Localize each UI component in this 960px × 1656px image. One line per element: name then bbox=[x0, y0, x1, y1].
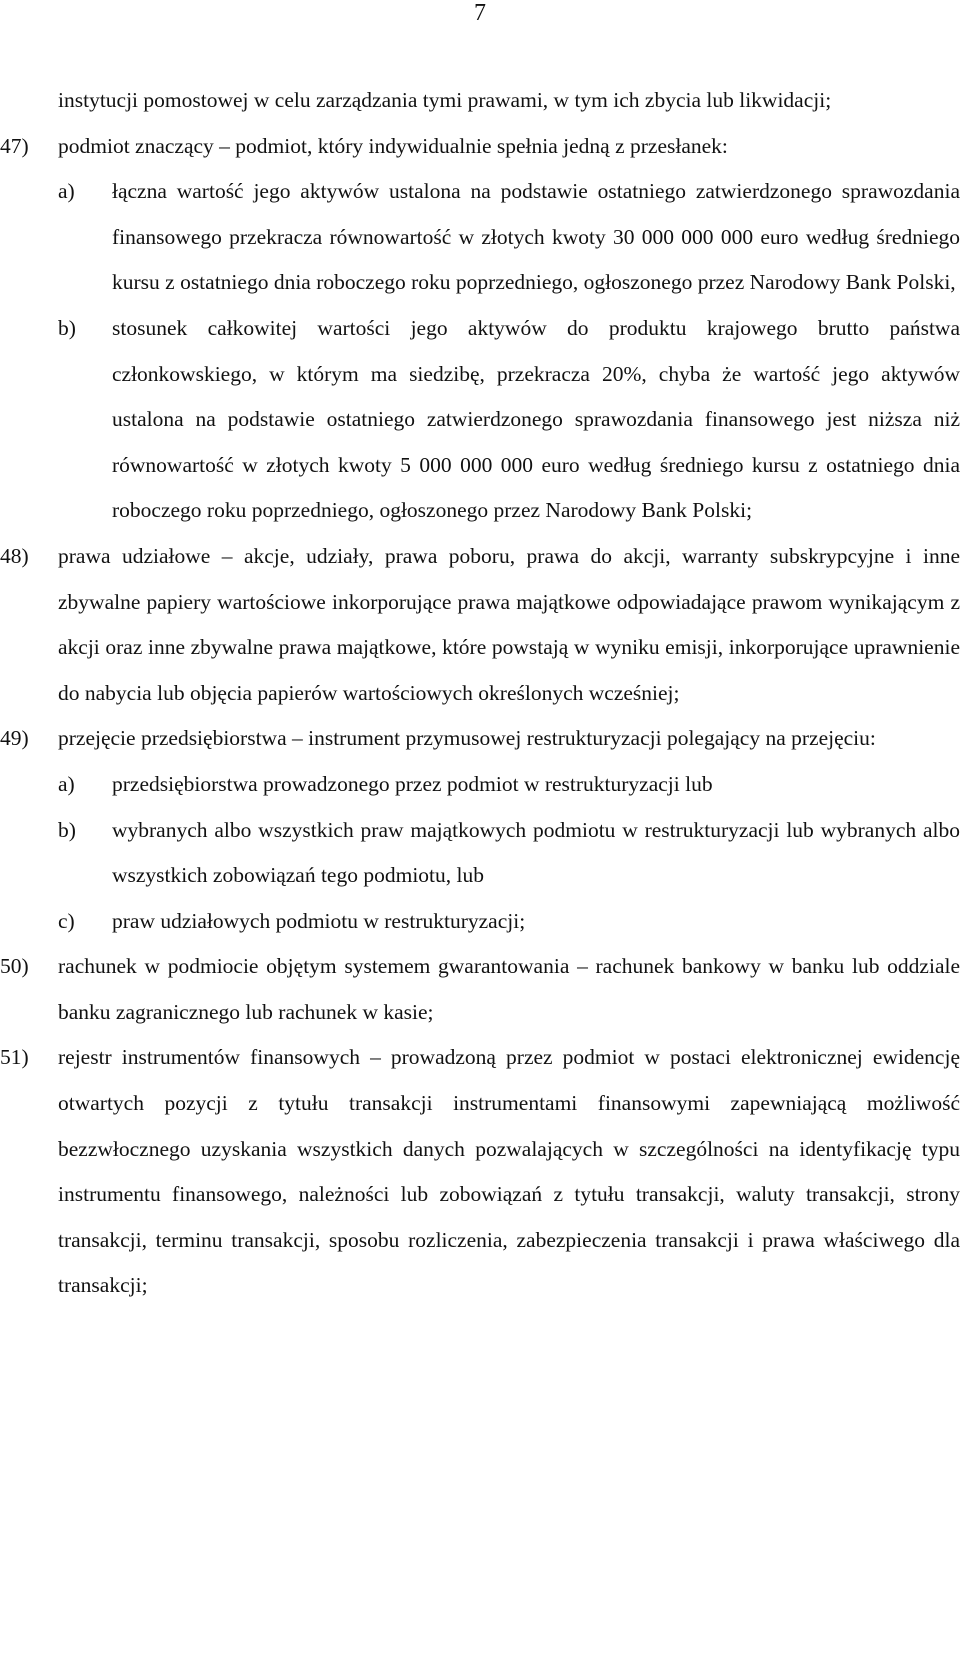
definition-51 bbox=[0, 1035, 960, 1309]
definition-text: rachunek w podmiocie objętym systemem gwarantowania – rachunek bankowy w banku lub oddziale banku zagranicznego lub rachunek w kasie; bbox=[58, 954, 960, 1024]
definition-text: rejestr instrumentów finansowych – prowadzoną przez podmiot w postaci elektronicznej ewidencję otwartych pozycji z tytułu transakcji instrumentami finansowymi zapewniającą możliwość bezzwłocznego uzyskania wszystkich danych pozwalających w szczególności na identyfikację typu instrumentu finansowego, należności lub zobowiązań z tytułu transakcji, waluty transakcji, strony transakcji, terminu transakcji, sposobu rozliczenia, zabezpieczenia transakcji i prawa właściwego dla transakcji; bbox=[58, 1045, 960, 1298]
item-text: wybranych albo wszystkich praw majątkowych podmiotu w restrukturyzacji lub wybranych albo wszystkich zobowiązań tego podmiotu, lub bbox=[112, 817, 960, 888]
item-text: łączna wartość jego aktywów ustalona na podstawie ostatniego zatwierdzonego sprawozdania finansowego przekracza równowartość w złotych kwoty 30 000 000 000 euro według średniego kursu z ostatniego dnia roboczego roku poprzedniego, ogłoszonego przez Narodowy Bank Polski, bbox=[112, 179, 960, 295]
item-label: b) bbox=[58, 315, 76, 340]
lead-continuation: instytucji pomostowej w celu zarządzania tymi prawami, w tym ich zbycia lub likwidacji; bbox=[58, 88, 832, 112]
definition-text: podmiot znaczący – podmiot, który indywidualnie spełnia jedną z przesłanek: bbox=[58, 133, 728, 158]
definition-48 bbox=[0, 534, 960, 716]
definition-49-item-a bbox=[58, 762, 960, 808]
page-number: 7 bbox=[474, 0, 486, 26]
item-label: c) bbox=[58, 908, 75, 933]
item-label: a) bbox=[58, 771, 75, 796]
item-label: b) bbox=[58, 817, 76, 842]
definition-47-item-a bbox=[58, 169, 960, 306]
definition-49-item-c bbox=[58, 899, 960, 945]
item-label: a) bbox=[58, 179, 75, 204]
definition-text: prawa udziałowe – akcje, udziały, prawa poboru, prawa do akcji, warranty subskrypcyjne i inne zbywalne papiery wartościowe inkorporujące prawa majątkowe odpowiadające prawom wynikającym z akcji oraz inne zbywalne prawa majątkowe, które powstają w wyniku emisji, inkorporujące uprawnienie do nabycia lub objęcia papierów wartościowych określonych wcześniej; bbox=[58, 543, 960, 705]
definition-number: 49) bbox=[0, 726, 29, 751]
definition-50 bbox=[0, 944, 960, 1035]
item-text: przedsiębiorstwa prowadzonego przez podmiot w restrukturyzacji lub bbox=[112, 771, 713, 796]
definition-number: 48) bbox=[0, 543, 29, 568]
definition-number: 50) bbox=[0, 954, 29, 979]
item-text: stosunek całkowitej wartości jego aktywów do produktu krajowego brutto państwa członkowskiego, w którym ma siedzibę, przekracza 20%, chyba że wartość jego aktywów ustalona na podstawie ostatniego zatwierdzonego sprawozdania finansowego jest niższa niż równowartość w złotych kwoty 5 000 000 000 euro według średniego kursu z ostatniego dnia roboczego roku poprzedniego, ogłoszonego przez Narodowy Bank Polski; bbox=[112, 315, 960, 523]
item-text: praw udziałowych podmiotu w restrukturyzacji; bbox=[112, 908, 526, 933]
definition-49-item-b bbox=[58, 808, 960, 899]
document-body bbox=[0, 78, 960, 1309]
definition-number: 47) bbox=[0, 133, 29, 158]
definition-text: przejęcie przedsiębiorstwa – instrument przymusowej restrukturyzacji polegający na przejęciu: bbox=[58, 726, 876, 751]
definition-47 bbox=[0, 124, 960, 170]
definition-47-item-b bbox=[58, 306, 960, 534]
definition-49 bbox=[0, 716, 960, 762]
definition-number: 51) bbox=[0, 1045, 29, 1070]
